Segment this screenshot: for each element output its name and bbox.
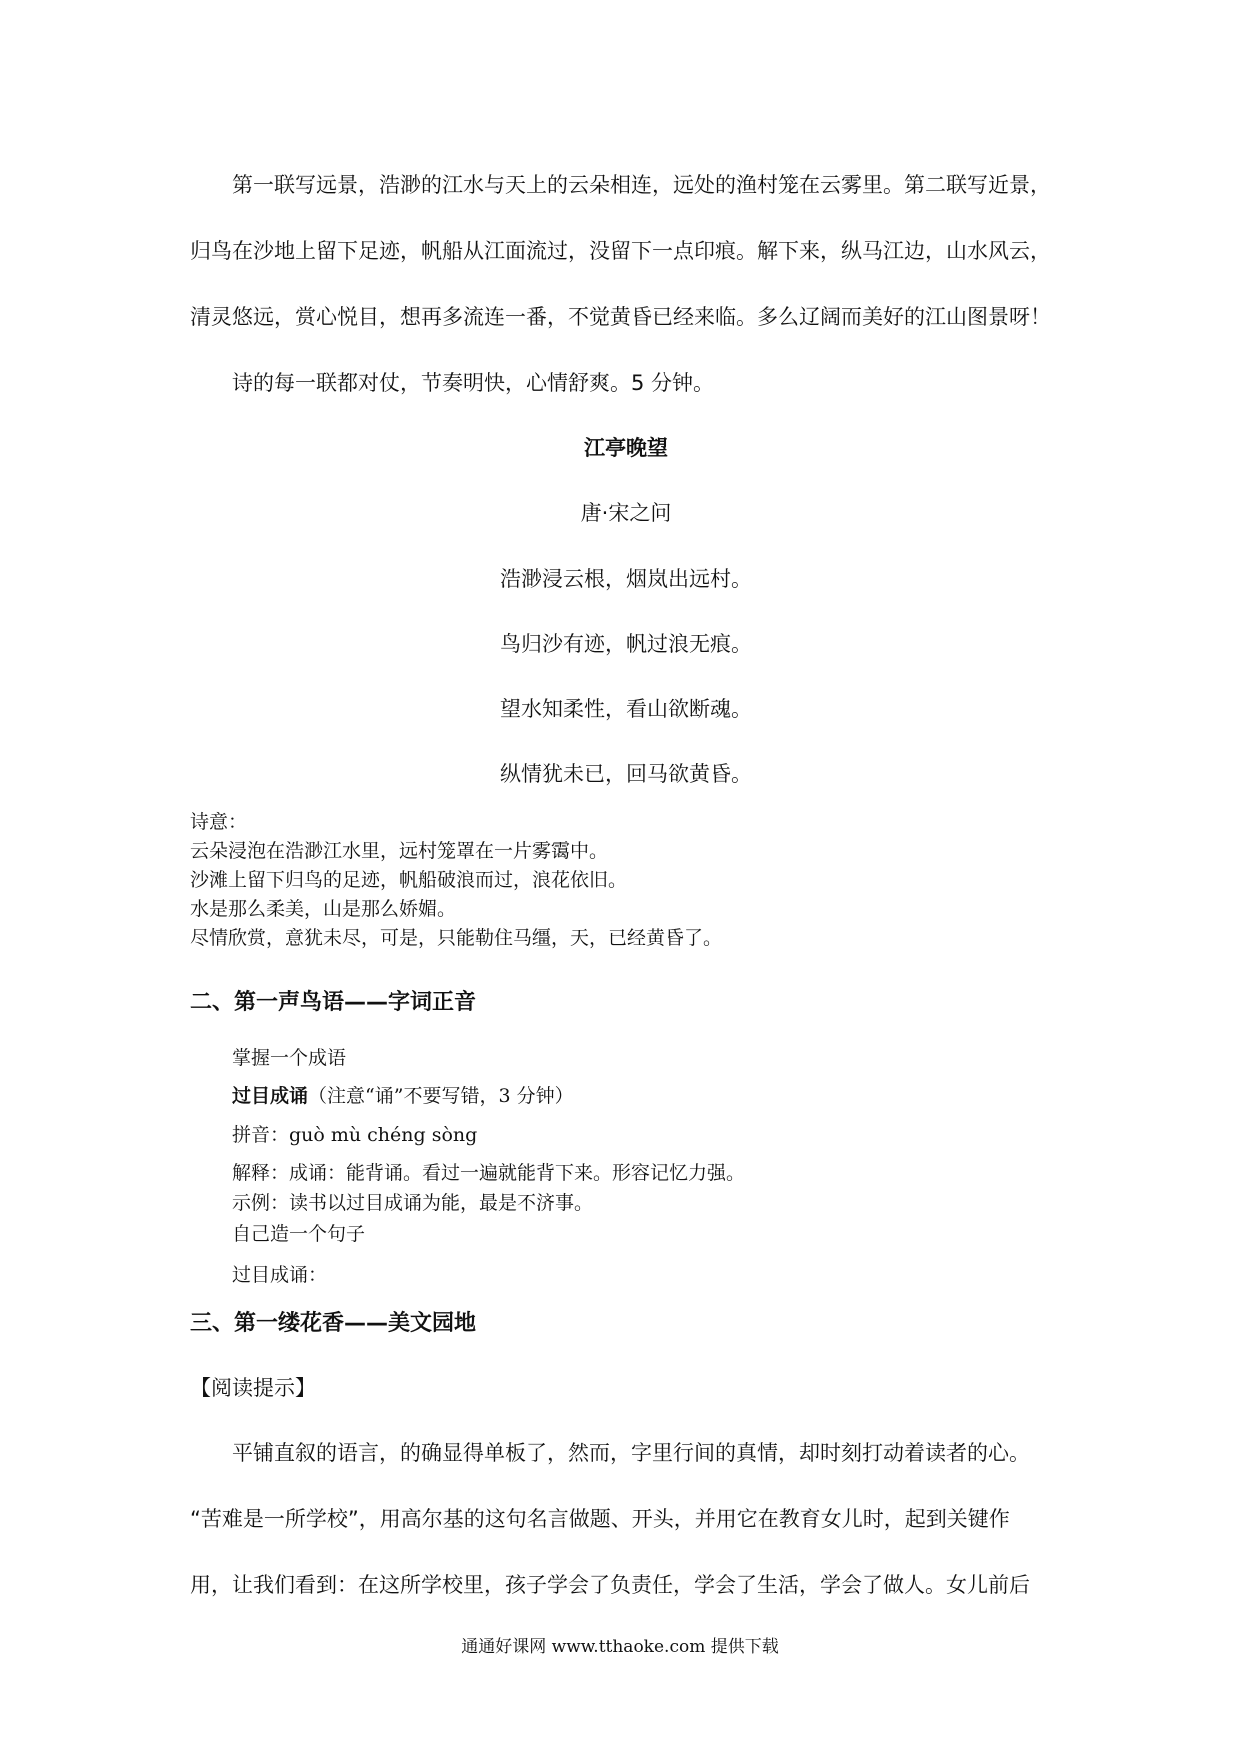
reading-tip-paragraph	[190, 1420, 1062, 1618]
tip-line: “苦难是一所学校”，用高尔基的这句名言做题、开头，并用它在教育女儿时，起到关键作	[190, 1507, 1010, 1531]
tip-line: 平铺直叙的语言，的确显得单板了，然而，字里行间的真情，却时刻打动着读者的心。	[232, 1441, 1030, 1465]
poem-title: 江亭晚望	[584, 436, 668, 460]
poem-line: 浩渺浸云根，烟岚出远村。	[500, 567, 752, 591]
section-heading: 三、第一缕花香——美文园地	[190, 1311, 477, 1336]
idiom-heading-line	[232, 1081, 574, 1108]
intro-line: 归鸟在沙地上留下足迹，帆船从江面流过，没留下一点印痕。解下来，纵马江边，山水风云，	[190, 239, 1051, 263]
sentence-blank: 过目成诵：	[232, 1264, 328, 1286]
tip-line: 用，让我们看到：在这所学校里，孩子学会了负责任，学会了生活，学会了做人。女儿前后	[190, 1573, 1030, 1597]
idiom-pinyin: 拼音：guò mù chéng sòng	[232, 1124, 478, 1146]
intro-line: 清灵悠远，赏心悦目，想再多流连一番，不觉黄昏已经来临。多么辽阔而美好的江山图景呀！	[190, 305, 1051, 329]
meaning-line: 沙滩上留下归鸟的足迹，帆船破浪而过，浪花依旧。	[190, 869, 628, 891]
make-sentence-prompt: 自己造一个句子	[232, 1223, 366, 1245]
poem-line: 纵情犹未已，回马欲黄昏。	[500, 762, 752, 786]
page-footer: 通通好课网 www.tthaoke.com 提供下载	[461, 1637, 779, 1657]
meaning-label: 诗意：	[190, 811, 248, 833]
intro-summary: 诗的每一联都对仗，节奏明快，心情舒爽。5 分钟。	[232, 371, 715, 395]
meaning-line: 水是那么柔美，山是那么娇媚。	[190, 898, 457, 920]
idiom-explanation: 解释：成诵：能背诵。看过一遍就能背下来。形容记忆力强。	[232, 1162, 746, 1184]
idiom-example: 示例：读书以过目成诵为能，最是不济事。	[232, 1192, 594, 1214]
intro-paragraph	[190, 152, 1062, 416]
meaning-line: 云朵浸泡在浩渺江水里，远村笼罩在一片雾霭中。	[190, 840, 609, 862]
idiom-note: （注意“诵”不要写错，3 分钟）	[308, 1085, 574, 1107]
poem-meaning	[190, 808, 1062, 953]
idiom-term: 过目成诵	[232, 1085, 309, 1107]
poem-author: 唐·宋之问	[580, 501, 672, 525]
reading-tip-label: 【阅读提示】	[190, 1376, 316, 1400]
poem-line: 望水知柔性，看山欲断魂。	[500, 697, 752, 721]
section-heading: 二、第一声鸟语——字词正音	[190, 990, 477, 1015]
poem-line: 鸟归沙有迹，帆过浪无痕。	[500, 632, 752, 656]
idiom-task: 掌握一个成语	[232, 1047, 347, 1069]
intro-line: 第一联写远景，浩渺的江水与天上的云朵相连，远处的渔村笼在云雾里。第二联写近景，	[232, 173, 1051, 197]
meaning-line: 尽情欣赏，意犹未尽，可是，只能勒住马缰，天，已经黄昏了。	[190, 927, 723, 949]
